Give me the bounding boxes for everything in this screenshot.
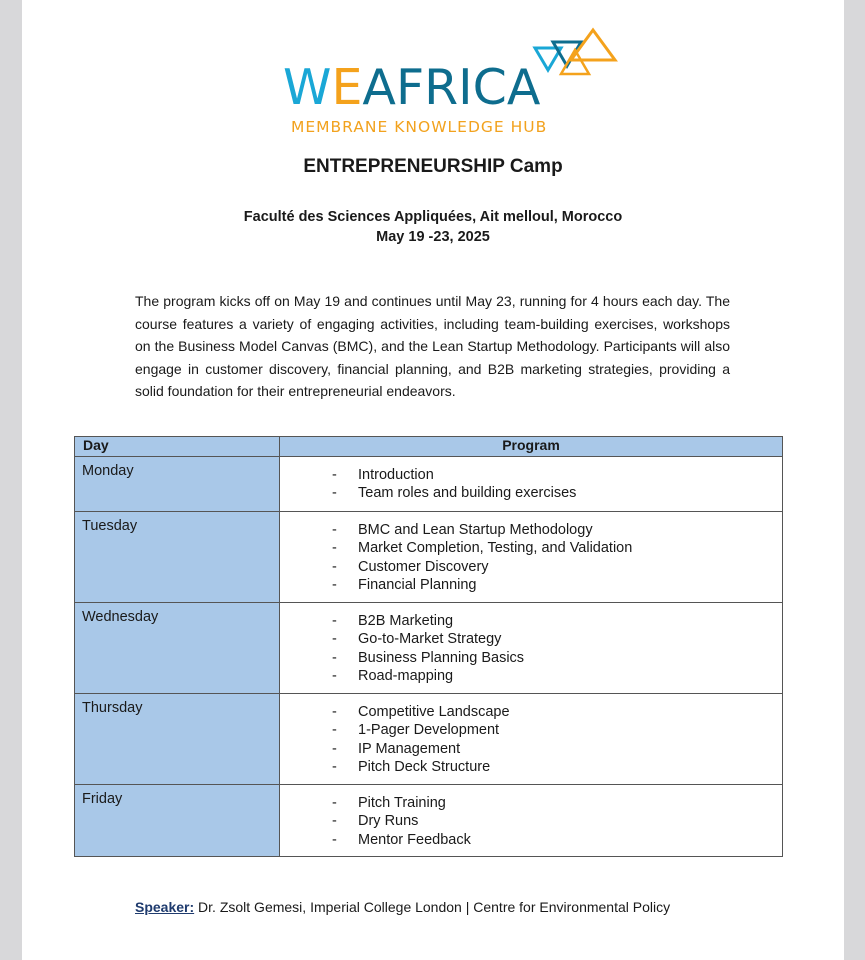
program-cell <box>280 694 783 785</box>
speaker-line <box>135 899 670 915</box>
program-item: - Road-mapping <box>332 667 782 685</box>
program-cell <box>280 457 783 512</box>
program-item: - Competitive Landscape <box>332 703 782 721</box>
page-title: ENTREPRENEURSHIP Camp <box>303 156 563 177</box>
triangles-logo-icon <box>531 26 621 86</box>
weafrica-logo <box>283 26 623 138</box>
venue-location: Faculté des Sciences Appliquées, Ait melloul, Morocco <box>243 209 623 225</box>
program-cell <box>280 785 783 857</box>
table-row <box>75 603 783 694</box>
day-cell: Thursday <box>75 694 280 785</box>
program-cell <box>280 603 783 694</box>
program-item: - Introduction <box>332 466 782 484</box>
program-item: - IP Management <box>332 740 782 758</box>
program-item: - 1-Pager Development <box>332 721 782 739</box>
program-cell <box>280 512 783 603</box>
header-day: Day <box>75 437 280 457</box>
document-page <box>22 0 844 960</box>
program-item: - Team roles and building exercises <box>332 484 782 502</box>
day-cell: Monday <box>75 457 280 512</box>
program-item: - Go-to-Market Strategy <box>332 630 782 648</box>
program-item: - Business Planning Basics <box>332 649 782 667</box>
program-item: - B2B Marketing <box>332 612 782 630</box>
logo-we: W <box>283 59 332 116</box>
program-item: - Pitch Training <box>332 794 782 812</box>
program-item: - Dry Runs <box>332 812 782 830</box>
venue-dates: May 19 -23, 2025 <box>376 229 490 245</box>
table-row <box>75 694 783 785</box>
day-cell: Tuesday <box>75 512 280 603</box>
venue-block <box>22 207 844 247</box>
program-item: - Mentor Feedback <box>332 831 782 849</box>
table-row <box>75 512 783 603</box>
table-row <box>75 785 783 857</box>
header-program: Program <box>280 437 783 457</box>
program-item: - Financial Planning <box>332 576 782 594</box>
logo-subtitle: MEMBRANE KNOWLEDGE HUB <box>291 118 548 136</box>
program-item: - Market Completion, Testing, and Validation <box>332 539 782 557</box>
logo-e: E <box>331 59 363 116</box>
program-item: - BMC and Lean Startup Methodology <box>332 521 782 539</box>
logo-wordmark <box>283 60 540 116</box>
table-row <box>75 457 783 512</box>
day-cell: Friday <box>75 785 280 857</box>
program-item: - Customer Discovery <box>332 558 782 576</box>
speaker-text: Dr. Zsolt Gemesi, Imperial College London | Centre for Environmental Policy <box>194 899 671 915</box>
schedule-table <box>74 436 783 857</box>
table-header-row <box>75 437 783 457</box>
speaker-label: Speaker: <box>135 899 195 915</box>
logo-africa: AFRICA <box>362 59 541 116</box>
program-item: - Pitch Deck Structure <box>332 758 782 776</box>
day-cell: Wednesday <box>75 603 280 694</box>
intro-paragraph: The program kicks off on May 19 and continues until May 23, running for 4 hours each day. The course features a variety of engaging activities, including team-building exercises, workshops on the Business Model Canvas (BMC), and the Lean Startup Methodology. Participants will also engage in customer discovery, financial planning, and B2B marketing strategies, providing a solid foundation for their entrepreneurial endeavors. <box>135 293 730 399</box>
